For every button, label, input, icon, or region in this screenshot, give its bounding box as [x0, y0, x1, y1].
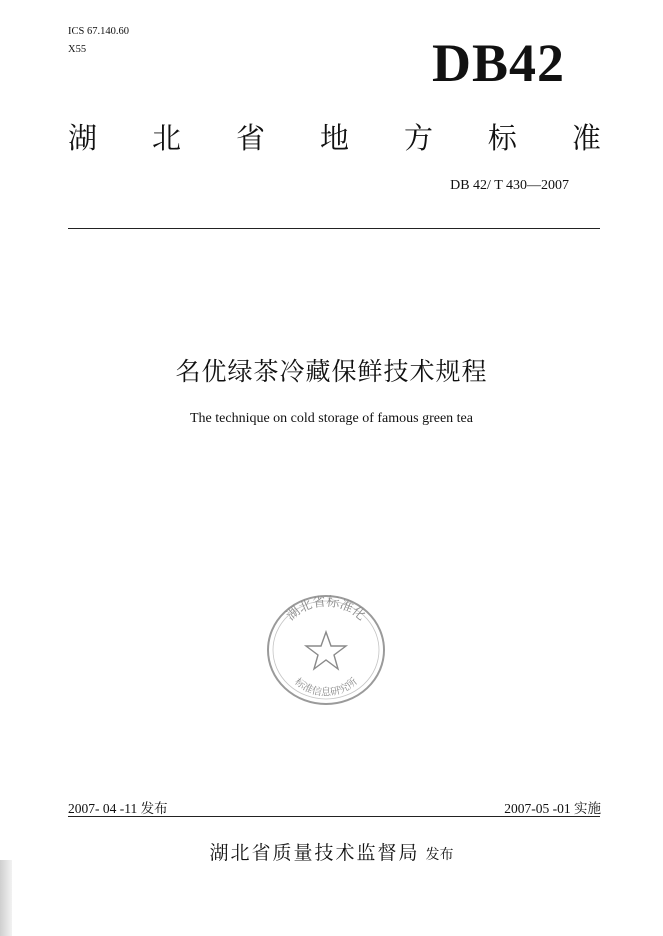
ics-code: ICS 67.140.60 — [68, 26, 129, 37]
scan-edge-shadow — [0, 860, 12, 936]
standard-type-heading — [68, 116, 601, 157]
stamp-text-top: 湖北省标准化 — [283, 594, 369, 624]
issuer-name: 湖北省质量技术监督局 — [209, 842, 420, 864]
standard-type-char: 湖 — [68, 121, 98, 155]
stamp-text-bottom: 标准信息研究所 — [292, 676, 360, 699]
document-title-chinese: 名优绿茶冷藏保鲜技术规程 — [175, 357, 488, 386]
standard-type-char: 标 — [487, 121, 517, 155]
issue-date: 2007- 04 -11 发布 — [68, 801, 168, 816]
top-divider — [68, 228, 600, 229]
standard-type-char: 省 — [235, 121, 265, 155]
standard-type-char: 方 — [403, 121, 433, 155]
standard-type-char: 准 — [571, 121, 601, 155]
standard-type-char: 北 — [151, 121, 181, 155]
official-seal-stamp — [256, 588, 396, 710]
issuer-verb: 发布 — [425, 847, 454, 863]
implementation-date: 2007-05 -01 实施 — [504, 801, 601, 816]
standard-number: DB 42/ T 430—2007 — [450, 178, 569, 193]
star-icon — [306, 632, 346, 669]
standard-type-char: 地 — [319, 121, 349, 155]
issuing-authority — [0, 838, 663, 865]
db42-logo: DB42 — [431, 33, 565, 93]
classification-code: X55 — [68, 44, 87, 55]
document-title-english: The technique on cold storage of famous green tea — [189, 411, 473, 426]
